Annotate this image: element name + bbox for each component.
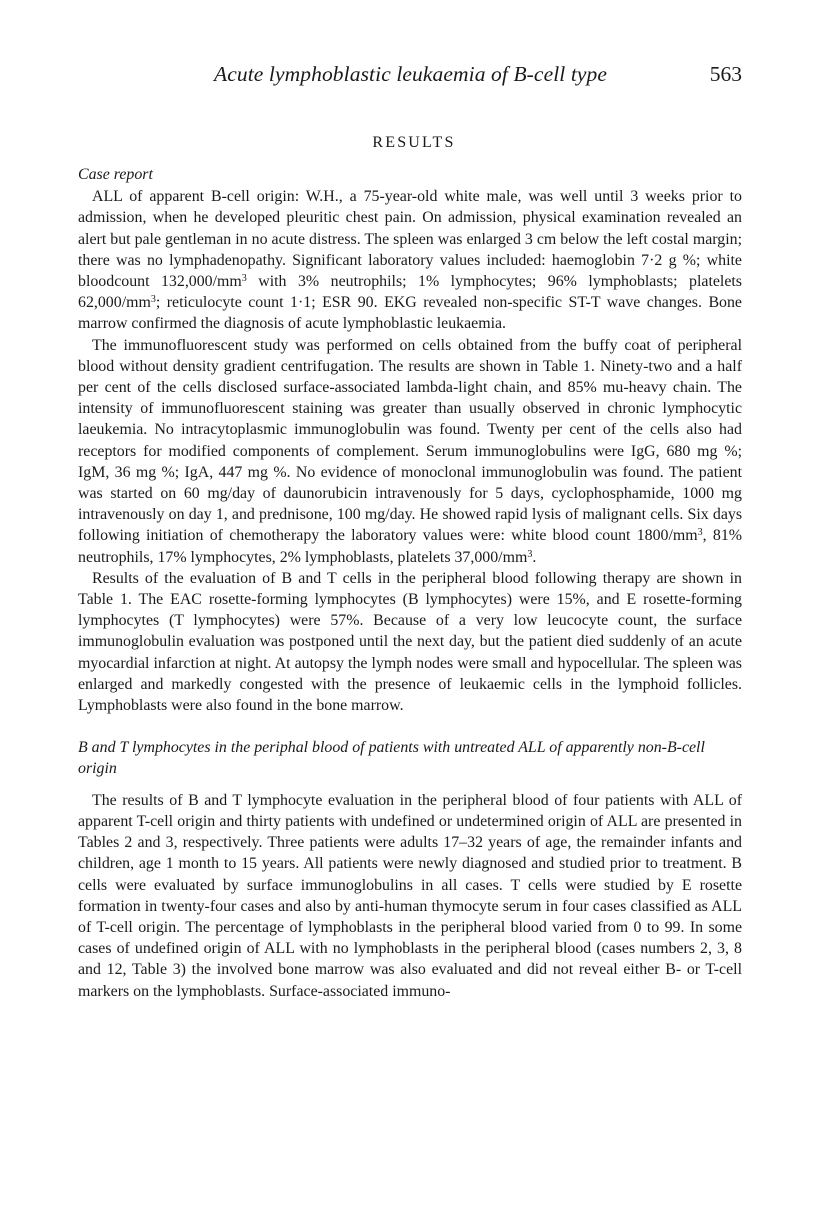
superscript: 3: [241, 273, 247, 285]
paragraph-text: ; reticulocyte count 1·1; ESR 90. EKG revealed non-specific ST-T wave changes. Bone marrow confirmed the diagnosis of acute lymphoblastic leukaemia.: [78, 294, 742, 333]
section-heading: RESULTS: [372, 134, 456, 151]
superscript: 3: [527, 548, 533, 560]
superscript: 3: [697, 527, 703, 539]
subsection-heading-case-report: Case report: [78, 166, 153, 183]
paragraph-text: , 81% neutrophils, 17% lymphocytes, 2% lymphoblasts, platelets 37,000/mm: [78, 527, 743, 566]
running-title: Acute lymphoblastic leukaemia of B-cell type: [214, 62, 608, 86]
paragraph-case-report-1: [78, 186, 742, 334]
superscript: 3: [150, 294, 156, 306]
paragraph-text: The immunofluorescent study was performed on cells obtained from the buffy coat of peripheral blood without density gradient centrifugation. The results are shown in Table 1. Ninety-two and a half per cent of the cells disclosed surface-associated lambda-light chain, and 85% mu-heavy chain. The intensity of immunofluorescent staining was greater than usually observed in chronic lymphocytic laeukemia. No intracytoplasmic immunoglobulin was found. Twenty per cent of the cells also had receptors for modified components of complement. Serum immunoglobulins were IgG, 680 mg %; IgM, 36 mg %; IgA, 447 mg %. No evidence of monoclonal immunoglobulin was found. The patient was started on 60 mg/day of daunorubicin intravenously for 5 days, cyclophosphamide, 1000 mg intravenously on day 1, and prednisone, 100 mg/day. He showed rapid lysis of malignant cells. Six days following initiation of chemotherapy the laboratory values were: white blood count 1800/mm: [78, 336, 742, 545]
paragraph-b-t-lymphocytes-1: The results of B and T lymphocyte evaluation in the peripheral blood of four patients with ALL of apparent T-cell origin and thirty patients with undefined or undetermined origin of ALL are presented in Tables 2 and 3, respectively. Three patients were adults 17–32 years of age, the remainder infants and children, age 1 month to 15 years. All patients were newly diagnosed and studied prior to treatment. B cells were evaluated by surface immunoglobulins in all cases. T cells were studied by E rosette formation in twenty-four cases and also by anti-human thymocyte serum in four cases classified as ALL of T-cell origin. The percentage of lymphoblasts in the peripheral blood varied from 0 to 99. In some cases of undefined origin of ALL with no lymphoblasts in the peripheral blood (cases numbers 2, 3, 8 and 12, Table 3) the involved bone marrow was also evaluated and did not reveal either B- or T-cell markers on the lymphoblasts. Surface-associated immuno-: [78, 791, 742, 1000]
paragraph-text: ALL of apparent B-cell origin: W.H., a 75-year-old white male, was well until 3 weeks prior to admission, when he developed pleuritic chest pain. On admission, physical examination revealed an alert but pale gentleman in no acute distress. The spleen was enlarged 3 cm below the left costal margin; there was no lymphadenopathy. Significant laboratory values included: haemoglobin 7·2 g %; white bloodcount 132,000/mm: [78, 188, 742, 291]
paragraph-case-report-3: Results of the evaluation of B and T cells in the peripheral blood following therapy are shown in Table 1. The EAC rosette-forming lymphocytes (B lymphocytes) were 15%, and E rosette-forming lymphocytes (T lymphocytes) were 57%. Because of a very low leucocyte count, the surface immunoglobulin evaluation was postponed until the next day, but the patient died suddenly of an acute myocardial infarction at night. At autopsy the lymph nodes were small and hypocellular. The spleen was enlarged and markedly congested with the presence of leukaemic cells in the lymphoid follicles. Lymphoblasts were also found in the bone marrow.: [78, 569, 742, 715]
page-number: 563: [709, 62, 742, 86]
running-head: [214, 62, 742, 92]
paragraph-text: with 3% neutrophils; 1% lymphocytes; 96% lymphoblasts; platelets 62,000/mm: [78, 273, 742, 312]
subsection-heading-b-t-lymphocytes: B and T lymphocytes in the periphal blood of patients with untreated ALL of apparently non-B-cell origin: [78, 739, 705, 778]
paragraph-case-report-2: [78, 335, 742, 568]
article-body: [78, 132, 742, 1002]
paragraph-text: .: [532, 548, 537, 566]
